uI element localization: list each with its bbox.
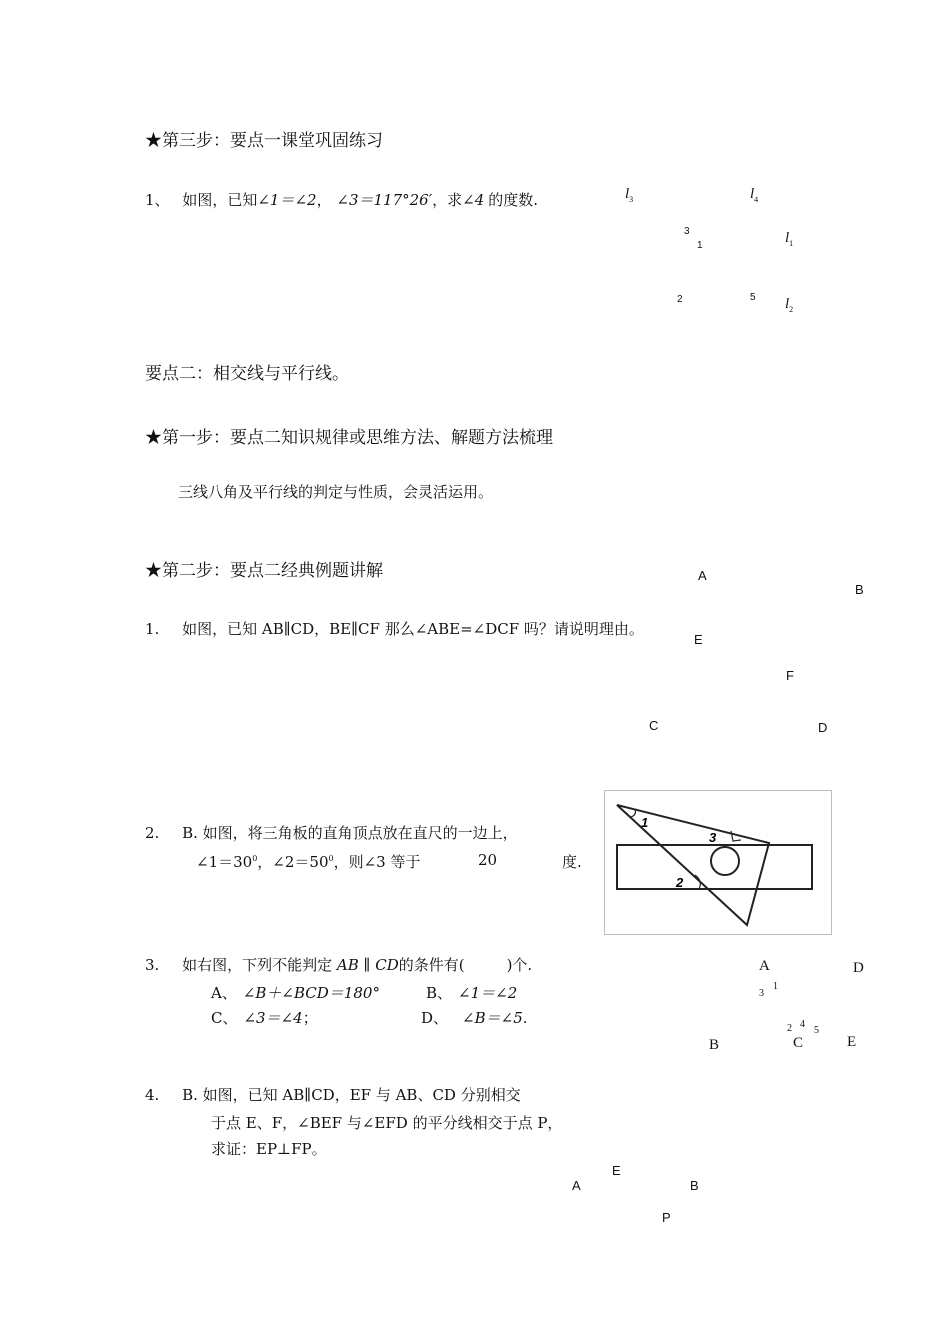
question-number: 3. bbox=[145, 956, 160, 974]
angle-condition-2: ∠3＝117°26′ bbox=[336, 191, 433, 209]
question-1-line bbox=[145, 189, 538, 210]
triangle-ruler-drawing bbox=[605, 791, 831, 934]
question-text-c: 的度数. bbox=[488, 191, 539, 209]
fig1-angle-5: 5 bbox=[750, 292, 756, 303]
fig-q1-point-B: B bbox=[855, 582, 864, 597]
fig-q1-point-A: A bbox=[698, 568, 707, 583]
section-title-step3: ★第三步：要点一课堂巩固练习 bbox=[145, 131, 383, 151]
fig-q3-angle-5: 5 bbox=[814, 1025, 819, 1036]
fig1-angle-1: 1 bbox=[697, 240, 703, 251]
fig-q4-point-B: B bbox=[690, 1178, 699, 1193]
separator: ， bbox=[316, 191, 332, 209]
triangle-board-shape bbox=[617, 805, 769, 925]
key-point-2-heading: 要点二：相交线与平行线。 bbox=[145, 364, 349, 384]
fig-q1-point-C: C bbox=[649, 718, 659, 733]
fig-q3-point-E: E bbox=[847, 1034, 857, 1050]
example-question-4-line1 bbox=[145, 1084, 521, 1105]
fig-q3-point-B: B bbox=[709, 1037, 720, 1053]
example-question-3-stem: 3. 如右图，下列不能判定 AB ∥ CD的条件有( )个. bbox=[145, 956, 533, 974]
parallel-condition: AB ∥ CD bbox=[336, 956, 399, 974]
fig-q3-point-A: A bbox=[759, 958, 770, 974]
fig1-angle-2: 2 bbox=[677, 294, 683, 305]
fig1-line-l2: $l_2$ bbox=[785, 296, 794, 314]
example-question-2-line2: $\angle 1=30^0$，$\angle 2=50^0$，则∠3 等于 bbox=[196, 853, 421, 871]
answer-unit: 度. bbox=[562, 853, 582, 871]
section-title-step2: ★第二步：要点二经典例题讲解 bbox=[145, 561, 383, 581]
fig-q3-angle-3: 3 bbox=[759, 988, 764, 999]
angle-condition-1: ∠1＝∠2 bbox=[257, 191, 317, 209]
fig-q4-point-E: E bbox=[612, 1163, 621, 1178]
fig1-line-l3: $l_3$ bbox=[625, 186, 634, 204]
answer-value: 20 bbox=[478, 851, 498, 869]
fig-q3-point-D: D bbox=[853, 960, 864, 976]
fig-q2-label-2: 2 bbox=[676, 875, 684, 890]
question-text: B. 如图，已知 AB∥CD，EF 与 AB、CD 分别相交 bbox=[182, 1086, 521, 1104]
step1-body: 三线八角及平行线的判定与性质，会灵活运用。 bbox=[178, 483, 494, 501]
option-B: B、 ∠1＝∠2 bbox=[426, 984, 518, 1002]
option-D: D、 ∠B＝∠5. bbox=[421, 1009, 528, 1027]
fig-q3-angle-1: 1 bbox=[773, 981, 778, 992]
target-angle: ∠4 bbox=[462, 191, 485, 209]
question-text: 如图，已知 AB∥CD，BE∥CF 那么∠ABE=∠DCF 吗？请说明理由。 bbox=[182, 620, 644, 638]
fig-q1-point-E: E bbox=[694, 632, 703, 647]
question-number: 2. bbox=[145, 824, 160, 842]
fig-q3-angle-4: 4 bbox=[800, 1019, 805, 1030]
fig-q3-angle-2: 2 bbox=[787, 1023, 792, 1034]
triangle-ruler-figure bbox=[604, 790, 832, 935]
example-question-4-line2: 于点 E、F，∠BEF 与∠EFD 的平分线相交于点 P， bbox=[211, 1114, 563, 1132]
example-question-4-line3: 求证：EP⊥FP。 bbox=[211, 1140, 327, 1158]
angle-1-arc bbox=[631, 809, 636, 817]
question-text-b: ，求 bbox=[432, 191, 463, 209]
example-question-2-line1 bbox=[145, 822, 518, 843]
fig-q4-point-A: A bbox=[572, 1178, 581, 1193]
question-text: B. 如图，将三角板的直角顶点放在直尺的一边上， bbox=[182, 824, 518, 842]
question-number: 1、 bbox=[145, 191, 170, 209]
fig-q4-point-P: P bbox=[662, 1210, 671, 1225]
question-text: 如右图，下列不能判定 bbox=[182, 956, 333, 974]
option-C: C、 ∠3＝∠4； bbox=[211, 1009, 318, 1027]
example-question-1 bbox=[145, 618, 644, 639]
fig-q2-label-1: 1 bbox=[641, 815, 649, 830]
question-number: 1. bbox=[145, 620, 160, 638]
ruler-hole bbox=[711, 847, 739, 875]
fig1-angle-3: 3 bbox=[684, 226, 690, 237]
section-title-step1: ★第一步：要点二知识规律或思维方法、解题方法梳理 bbox=[145, 428, 553, 448]
question-number: 4. bbox=[145, 1086, 160, 1104]
fig-q2-label-3: 3 bbox=[709, 830, 717, 845]
fig1-line-l4: $l_4$ bbox=[750, 186, 759, 204]
question-text: 如图，已知 bbox=[182, 191, 258, 209]
fig-q1-point-F: F bbox=[786, 668, 794, 683]
fig-q1-point-D: D bbox=[818, 720, 828, 735]
fig-q3-point-C: C bbox=[793, 1035, 804, 1051]
option-A: A、 ∠B＋∠BCD＝180° bbox=[211, 984, 380, 1002]
fig1-line-l1: $l_1$ bbox=[785, 230, 794, 248]
